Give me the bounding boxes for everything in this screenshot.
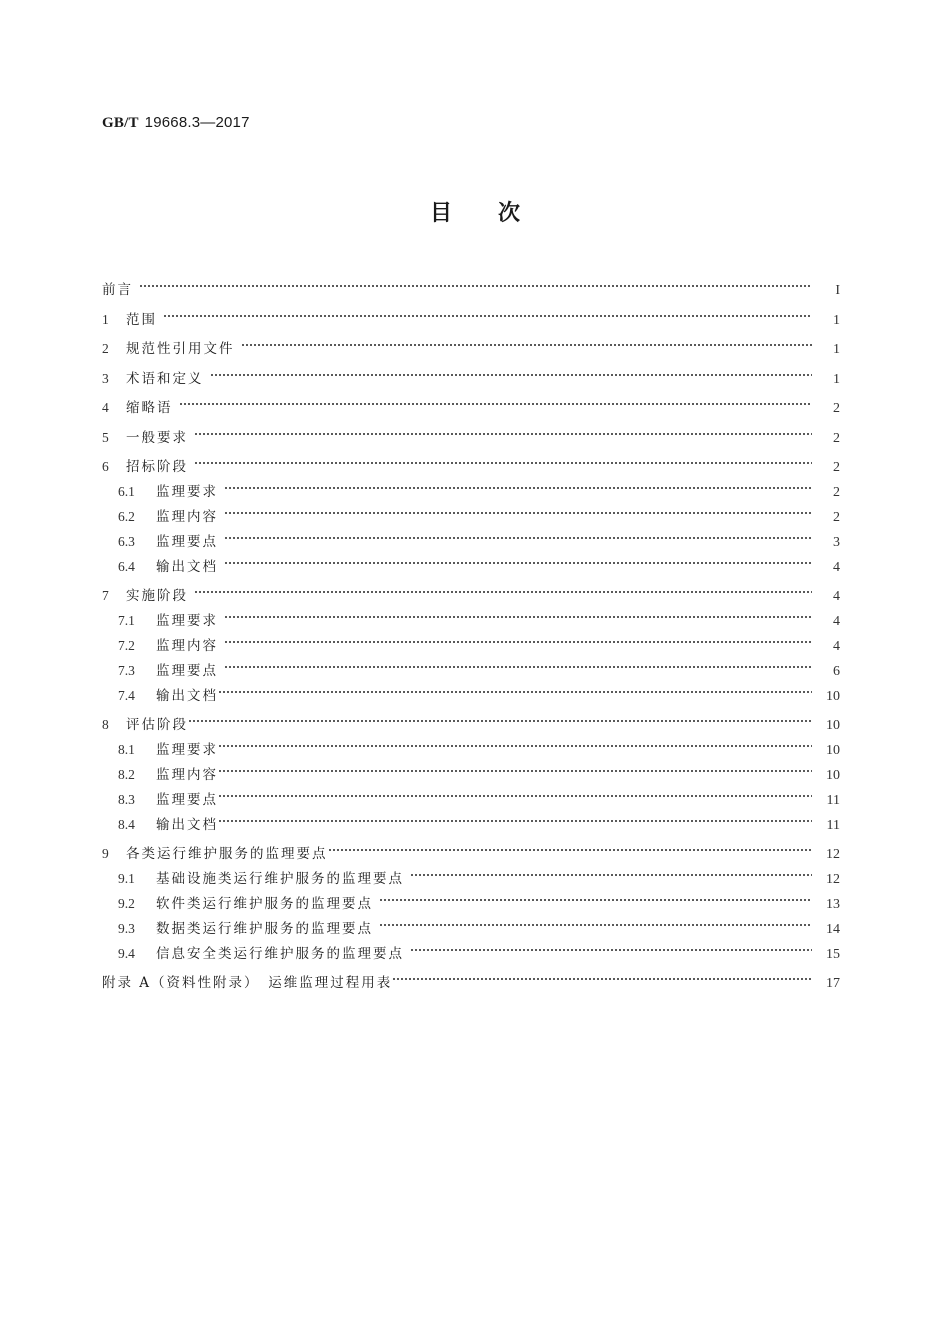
toc-entry-page: 10	[826, 768, 840, 783]
standard-code	[102, 114, 250, 132]
standard-number: 19668.3—2017	[144, 114, 250, 131]
toc-entry-number: 8.1	[118, 742, 135, 757]
toc-entry-label: 附录 A（资料性附录） 运维监理过程用表	[102, 975, 393, 991]
toc-entry-number: 1	[102, 312, 109, 327]
toc-entry-page: 15	[826, 947, 840, 962]
dot-leader	[241, 331, 813, 353]
dot-leader	[410, 936, 812, 958]
dot-leader	[194, 578, 812, 600]
toc-entry-label: 实施阶段	[126, 588, 188, 604]
toc-entry-label: 监理要点	[156, 534, 218, 550]
toc-entry-label: 缩略语	[126, 400, 173, 416]
toc-entry-page: 6	[833, 664, 840, 679]
toc-entry-page: 17	[826, 976, 840, 991]
toc-entry-label: 术语和定义	[126, 371, 204, 387]
toc-entry-label: 输出文档	[156, 817, 218, 833]
toc-entry[interactable]	[102, 449, 840, 475]
toc-entry-label: 监理内容	[156, 767, 218, 783]
dot-leader	[224, 524, 812, 546]
toc-entry[interactable]	[102, 361, 840, 387]
toc-entry[interactable]	[102, 628, 840, 654]
toc-entry[interactable]	[102, 390, 840, 416]
toc-entry-number: 4	[102, 400, 109, 415]
toc-entry-page: I	[835, 283, 840, 298]
toc-entry-label: 一般要求	[126, 430, 188, 446]
toc-entry-page: 2	[833, 510, 840, 525]
dot-leader	[224, 603, 812, 625]
toc-entry-page: 4	[833, 614, 840, 629]
toc-entry-label: 输出文档	[156, 688, 218, 704]
toc-entry-number: 6.1	[118, 484, 135, 499]
dot-leader	[194, 420, 812, 442]
toc-entry[interactable]	[102, 302, 840, 328]
toc-entry[interactable]	[102, 886, 840, 912]
dot-leader	[379, 886, 812, 908]
toc-entry-page: 4	[833, 560, 840, 575]
toc-entry-number: 6	[102, 459, 109, 474]
toc-entry[interactable]	[102, 732, 840, 758]
dot-leader	[224, 474, 812, 496]
dot-leader	[163, 302, 812, 324]
toc-entry[interactable]	[102, 578, 840, 604]
toc-entry-number: 8.4	[118, 817, 135, 832]
toc-entry-number: 9.3	[118, 921, 135, 936]
toc-entry-label: 评估阶段	[126, 717, 188, 733]
dot-leader	[194, 449, 812, 471]
toc-entry-label: 输出文档	[156, 559, 218, 575]
dot-leader	[139, 272, 812, 294]
toc-entry-page: 2	[833, 431, 840, 446]
toc-entry-label: 招标阶段	[126, 459, 188, 475]
toc-entry[interactable]	[102, 420, 840, 446]
toc-entry-number: 6.3	[118, 534, 135, 549]
toc-entry-page: 13	[826, 897, 840, 912]
toc-entry-page: 10	[826, 743, 840, 758]
toc-entry[interactable]	[102, 782, 840, 808]
title-char-1: 目	[429, 201, 452, 226]
toc-entry-number: 9.2	[118, 896, 135, 911]
toc-entry[interactable]	[102, 524, 840, 550]
toc-entry-page: 12	[826, 847, 840, 862]
dot-leader	[224, 628, 812, 650]
dot-leader	[392, 965, 812, 987]
toc-entry-label: 监理内容	[156, 509, 218, 525]
dot-leader	[224, 653, 812, 675]
dot-leader	[218, 782, 812, 804]
toc-entry-number: 6.2	[118, 509, 135, 524]
toc-entry-number: 8	[102, 717, 109, 732]
title-char-2: 次	[498, 201, 521, 226]
toc-entry[interactable]	[102, 549, 840, 575]
toc-entry-page: 10	[826, 718, 840, 733]
toc-entry-label: 范围	[126, 312, 157, 328]
toc-entry[interactable]	[102, 499, 840, 525]
dot-leader	[218, 678, 812, 700]
toc-entry-number: 9.1	[118, 871, 135, 886]
toc-entry[interactable]	[102, 836, 840, 862]
toc-entry[interactable]	[102, 331, 840, 357]
toc-entry-label: 软件类运行维护服务的监理要点	[156, 896, 373, 912]
toc-entry-page: 10	[826, 689, 840, 704]
toc-entry[interactable]	[102, 807, 840, 833]
toc-entry-label: 监理要点	[156, 663, 218, 679]
toc-entry-label: 数据类运行维护服务的监理要点	[156, 921, 373, 937]
toc-entry-number: 7.1	[118, 613, 135, 628]
toc-entry-page: 4	[833, 589, 840, 604]
toc-entry-number: 6.4	[118, 559, 135, 574]
dot-leader	[218, 732, 812, 754]
toc-entry-number: 7.3	[118, 663, 135, 678]
dot-leader	[379, 911, 812, 933]
toc-entry[interactable]	[102, 272, 840, 298]
toc-entry[interactable]	[102, 474, 840, 500]
toc-entry-number: 2	[102, 341, 109, 356]
toc-entry[interactable]	[102, 965, 840, 991]
dot-leader	[218, 807, 812, 829]
toc-entry-number: 7.2	[118, 638, 135, 653]
toc-entry-page: 3	[833, 535, 840, 550]
toc-entry-page: 11	[826, 818, 840, 833]
dot-leader	[328, 836, 813, 858]
toc-entry[interactable]	[102, 653, 840, 679]
toc-entry-label: 监理要点	[156, 792, 218, 808]
toc-entry-label: 前言	[102, 282, 133, 298]
toc-entry[interactable]	[102, 603, 840, 629]
toc-entry-label: 监理内容	[156, 638, 218, 654]
page-title	[0, 196, 950, 227]
toc-entry-label: 规范性引用文件	[126, 341, 235, 357]
standard-prefix: GB/T	[102, 115, 139, 131]
dot-leader	[188, 707, 812, 729]
dot-leader	[410, 861, 812, 883]
toc-entry-label: 各类运行维护服务的监理要点	[126, 846, 328, 862]
toc-entry[interactable]	[102, 757, 840, 783]
toc-entry-label: 信息安全类运行维护服务的监理要点	[156, 946, 404, 962]
toc-entry-number: 5	[102, 430, 109, 445]
toc-entry-number: 9.4	[118, 946, 135, 961]
toc-entry-label: 基础设施类运行维护服务的监理要点	[156, 871, 404, 887]
toc-entry-number: 7	[102, 588, 109, 603]
toc-entry-page: 12	[826, 872, 840, 887]
toc-entry[interactable]	[102, 861, 840, 887]
toc-entry[interactable]	[102, 707, 840, 733]
toc-entry[interactable]	[102, 678, 840, 704]
toc-entry-page: 1	[833, 313, 840, 328]
dot-leader	[210, 361, 813, 383]
toc-entry[interactable]	[102, 936, 840, 962]
toc-entry-page: 2	[833, 485, 840, 500]
toc-entry-label: 监理要求	[156, 613, 218, 629]
toc-entry-label: 监理要求	[156, 484, 218, 500]
dot-leader	[218, 757, 812, 779]
toc-entry-number: 8.3	[118, 792, 135, 807]
toc-entry-page: 2	[833, 401, 840, 416]
toc-entry[interactable]	[102, 911, 840, 937]
toc-entry-number: 9	[102, 846, 109, 861]
toc-entry-page: 11	[826, 793, 840, 808]
toc-entry-page: 14	[826, 922, 840, 937]
dot-leader	[224, 499, 812, 521]
toc-entry-page: 2	[833, 460, 840, 475]
toc-entry-page: 1	[833, 372, 840, 387]
dot-leader	[224, 549, 812, 571]
toc-entry-number: 3	[102, 371, 109, 386]
toc-entry-page: 1	[833, 342, 840, 357]
toc-entry-label: 监理要求	[156, 742, 218, 758]
dot-leader	[179, 390, 813, 412]
toc-entry-page: 4	[833, 639, 840, 654]
toc-entry-number: 8.2	[118, 767, 135, 782]
toc-entry-number: 7.4	[118, 688, 135, 703]
